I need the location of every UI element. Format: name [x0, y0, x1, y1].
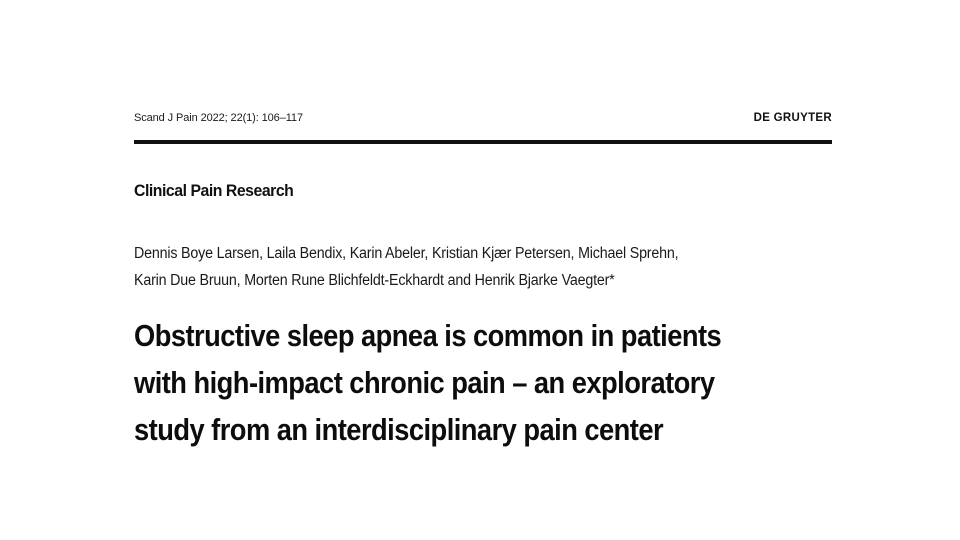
paper-title	[134, 312, 894, 453]
title-line: study from an interdisciplinary pain center	[134, 412, 664, 447]
section-label: Clinical Pain Research	[134, 181, 294, 200]
journal-reference: Scand J Pain 2022; 22(1): 106–117	[134, 112, 303, 124]
title-line: with high-impact chronic pain – an exploratory	[134, 365, 715, 400]
header-rule	[134, 140, 832, 144]
author-list	[134, 240, 874, 294]
title-line: Obstructive sleep apnea is common in patients	[134, 318, 722, 353]
publisher-name: DE GRUYTER	[753, 112, 832, 124]
author-line: Dennis Boye Larsen, Laila Bendix, Karin Abeler, Kristian Kjær Petersen, Michael Sprehn,	[134, 245, 679, 262]
author-line: Karin Due Bruun, Morten Rune Blichfeldt-Eckhardt and Henrik Bjarke Vaegter*	[134, 272, 615, 289]
paper-header	[134, 112, 832, 128]
